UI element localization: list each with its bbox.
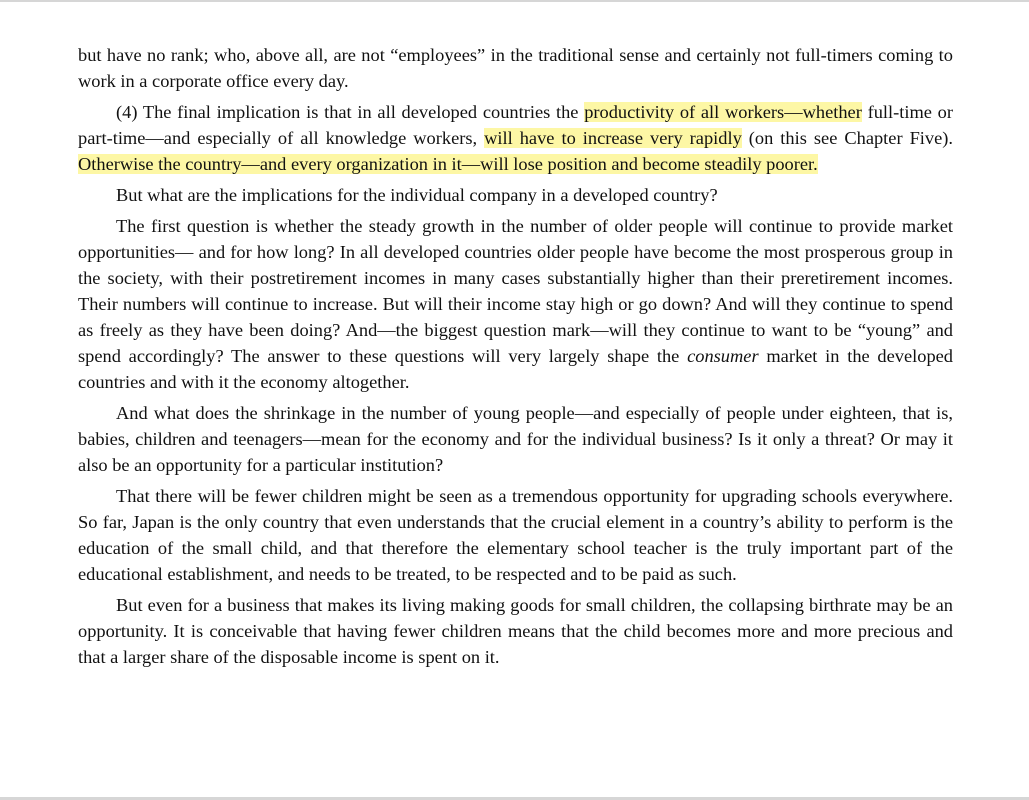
paragraph: [78, 483, 953, 587]
text-run: (4) The final implication is that in all developed countries the: [116, 102, 585, 122]
text-run: That there will be fewer children might be seen as a tremendous opportunity for upgrading schools everywhere. So far, Japan is the only country that even understands that the crucial element in a country’s ability to perform is the education of the small child, and that therefore the elementary school teacher is the truly important part of the educational establishment, and needs to be treated, to be respected and to be paid as such.: [78, 486, 953, 584]
text-run: full-time or part-time—and especially of all knowledge workers,: [78, 102, 953, 148]
paragraph: [78, 99, 953, 177]
highlighted-text[interactable]: productivity of all workers—whether: [584, 102, 862, 122]
paragraph: [78, 400, 953, 478]
text-run: But what are the implications for the individual company in a developed country?: [116, 185, 718, 205]
text-run: but have no rank; who, above all, are not “employees” in the traditional sense and certainly not full-timers coming to work in a corporate office every day.: [78, 45, 953, 91]
text-run: market in the developed countries and with it the economy altogether.: [78, 346, 953, 392]
text-run: But even for a business that makes its living making goods for small children, the collapsing birthrate may be an opportunity. It is conceivable that having fewer children means that the child becomes more and more precious and that a larger share of the disposable income is spent on it.: [78, 595, 953, 667]
paragraph: [78, 592, 953, 670]
highlighted-text[interactable]: Otherwise the country—and every organization in it—will lose position and become steadily poorer.: [78, 154, 818, 174]
paragraph: [78, 42, 953, 94]
text-run: The first question is whether the steady growth in the number of older people will continue to provide market opportunities— and for how long? In all developed countries older people have become the most prosperous group in the society, with their postretirement incomes in many cases substantially higher than their preretirement incomes. Their numbers will continue to increase. But will their income stay high or go down? And will they continue to spend as freely as they have been doing? And—the biggest question mark—will they continue to want to be “young” and spend accordingly? The answer to these questions will very largely shape the: [78, 216, 953, 366]
document-body: [78, 42, 953, 675]
italic-text: consumer: [687, 346, 759, 366]
paragraph: [78, 213, 953, 395]
text-run: And what does the shrinkage in the number of young people—and especially of people under eighteen, that is, babies, children and teenagers—mean for the economy and for the individual business? Is it only a threat? Or may it also be an opportunity for a particular institution?: [78, 403, 953, 475]
text-run: (on this see Chapter Five).: [741, 128, 953, 148]
paragraph: [78, 182, 953, 208]
highlighted-text[interactable]: will have to increase very rapidly: [484, 128, 742, 148]
